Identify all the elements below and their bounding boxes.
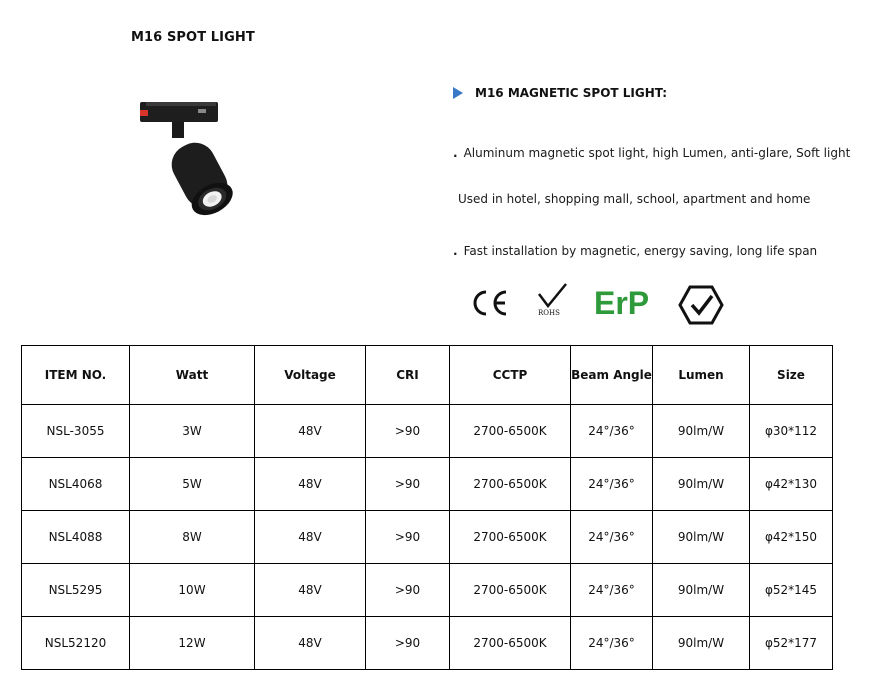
erp-mark: ErP: [594, 285, 650, 321]
feature-text-1: Aluminum magnetic spot light, high Lumen, anti-glare, Soft light: [463, 146, 851, 160]
table-cell: φ42*130: [750, 458, 833, 511]
rohs-mark: [532, 282, 576, 322]
table-cell: 90lm/W: [653, 458, 750, 511]
table-row: [22, 405, 833, 458]
table-row: [22, 564, 833, 617]
bullet-dot: .: [453, 146, 458, 160]
table-cell: 3W: [130, 405, 255, 458]
table-cell: 2700-6500K: [450, 564, 571, 617]
header-cell: ITEM NO.: [22, 346, 130, 405]
table-cell: 90lm/W: [653, 564, 750, 617]
table-cell: 5W: [130, 458, 255, 511]
spec-table: [21, 345, 833, 670]
table-cell: 10W: [130, 564, 255, 617]
table-cell: NSL4088: [22, 511, 130, 564]
table-cell: 8W: [130, 511, 255, 564]
table-row: [22, 511, 833, 564]
checkmark-icon: [532, 282, 576, 310]
header-cell: Lumen: [653, 346, 750, 405]
table-cell: φ30*112: [750, 405, 833, 458]
table-cell: >90: [366, 405, 450, 458]
table-cell: 24°/36°: [571, 511, 653, 564]
table-cell: >90: [366, 458, 450, 511]
feature-line-3: [453, 244, 817, 258]
table-cell: >90: [366, 617, 450, 670]
triangle-bullet-icon: [453, 87, 463, 99]
feature-line-1: [453, 146, 850, 160]
table-cell: 24°/36°: [571, 405, 653, 458]
table-cell: 24°/36°: [571, 564, 653, 617]
header-cell: Watt: [130, 346, 255, 405]
spec-heading-text: M16 MAGNETIC SPOT LIGHT:: [475, 86, 668, 100]
table-cell: 24°/36°: [571, 617, 653, 670]
table-cell: 48V: [255, 458, 366, 511]
table-cell: 90lm/W: [653, 405, 750, 458]
table-cell: NSL4068: [22, 458, 130, 511]
table-cell: 2700-6500K: [450, 458, 571, 511]
table-row: [22, 458, 833, 511]
table-cell: 24°/36°: [571, 458, 653, 511]
table-cell: φ52*145: [750, 564, 833, 617]
table-cell: 90lm/W: [653, 511, 750, 564]
feature-text-2: Used in hotel, shopping mall, school, apartment and home: [458, 192, 811, 206]
table-cell: 48V: [255, 511, 366, 564]
table-cell: 2700-6500K: [450, 511, 571, 564]
rohs-label: ROHS: [538, 309, 560, 317]
table-header-row: [22, 346, 833, 405]
feature-text-3: Fast installation by magnetic, energy saving, long life span: [463, 244, 818, 258]
header-cell: Voltage: [255, 346, 366, 405]
bullet-dot: .: [453, 244, 458, 258]
table-cell: >90: [366, 511, 450, 564]
table-cell: 90lm/W: [653, 617, 750, 670]
header-cell: Beam Angle: [571, 346, 653, 405]
feature-line-2: [458, 192, 810, 206]
table-cell: NSL-3055: [22, 405, 130, 458]
table-cell: φ42*150: [750, 511, 833, 564]
page-title: M16 SPOT LIGHT: [131, 30, 255, 45]
spot-light-product-image: [138, 98, 250, 218]
table-cell: NSL52120: [22, 617, 130, 670]
table-cell: 2700-6500K: [450, 405, 571, 458]
table-cell: >90: [366, 564, 450, 617]
header-cell: CRI: [366, 346, 450, 405]
table-cell: 12W: [130, 617, 255, 670]
table-cell: 48V: [255, 405, 366, 458]
table-row: [22, 617, 833, 670]
table-cell: 48V: [255, 564, 366, 617]
rcm-mark-icon: [678, 285, 724, 325]
table-cell: 48V: [255, 617, 366, 670]
spec-heading: [453, 86, 667, 100]
header-cell: Size: [750, 346, 833, 405]
table-cell: φ52*177: [750, 617, 833, 670]
ce-mark-icon: [470, 288, 510, 318]
table-cell: 2700-6500K: [450, 617, 571, 670]
header-cell: CCTP: [450, 346, 571, 405]
table-cell: NSL5295: [22, 564, 130, 617]
